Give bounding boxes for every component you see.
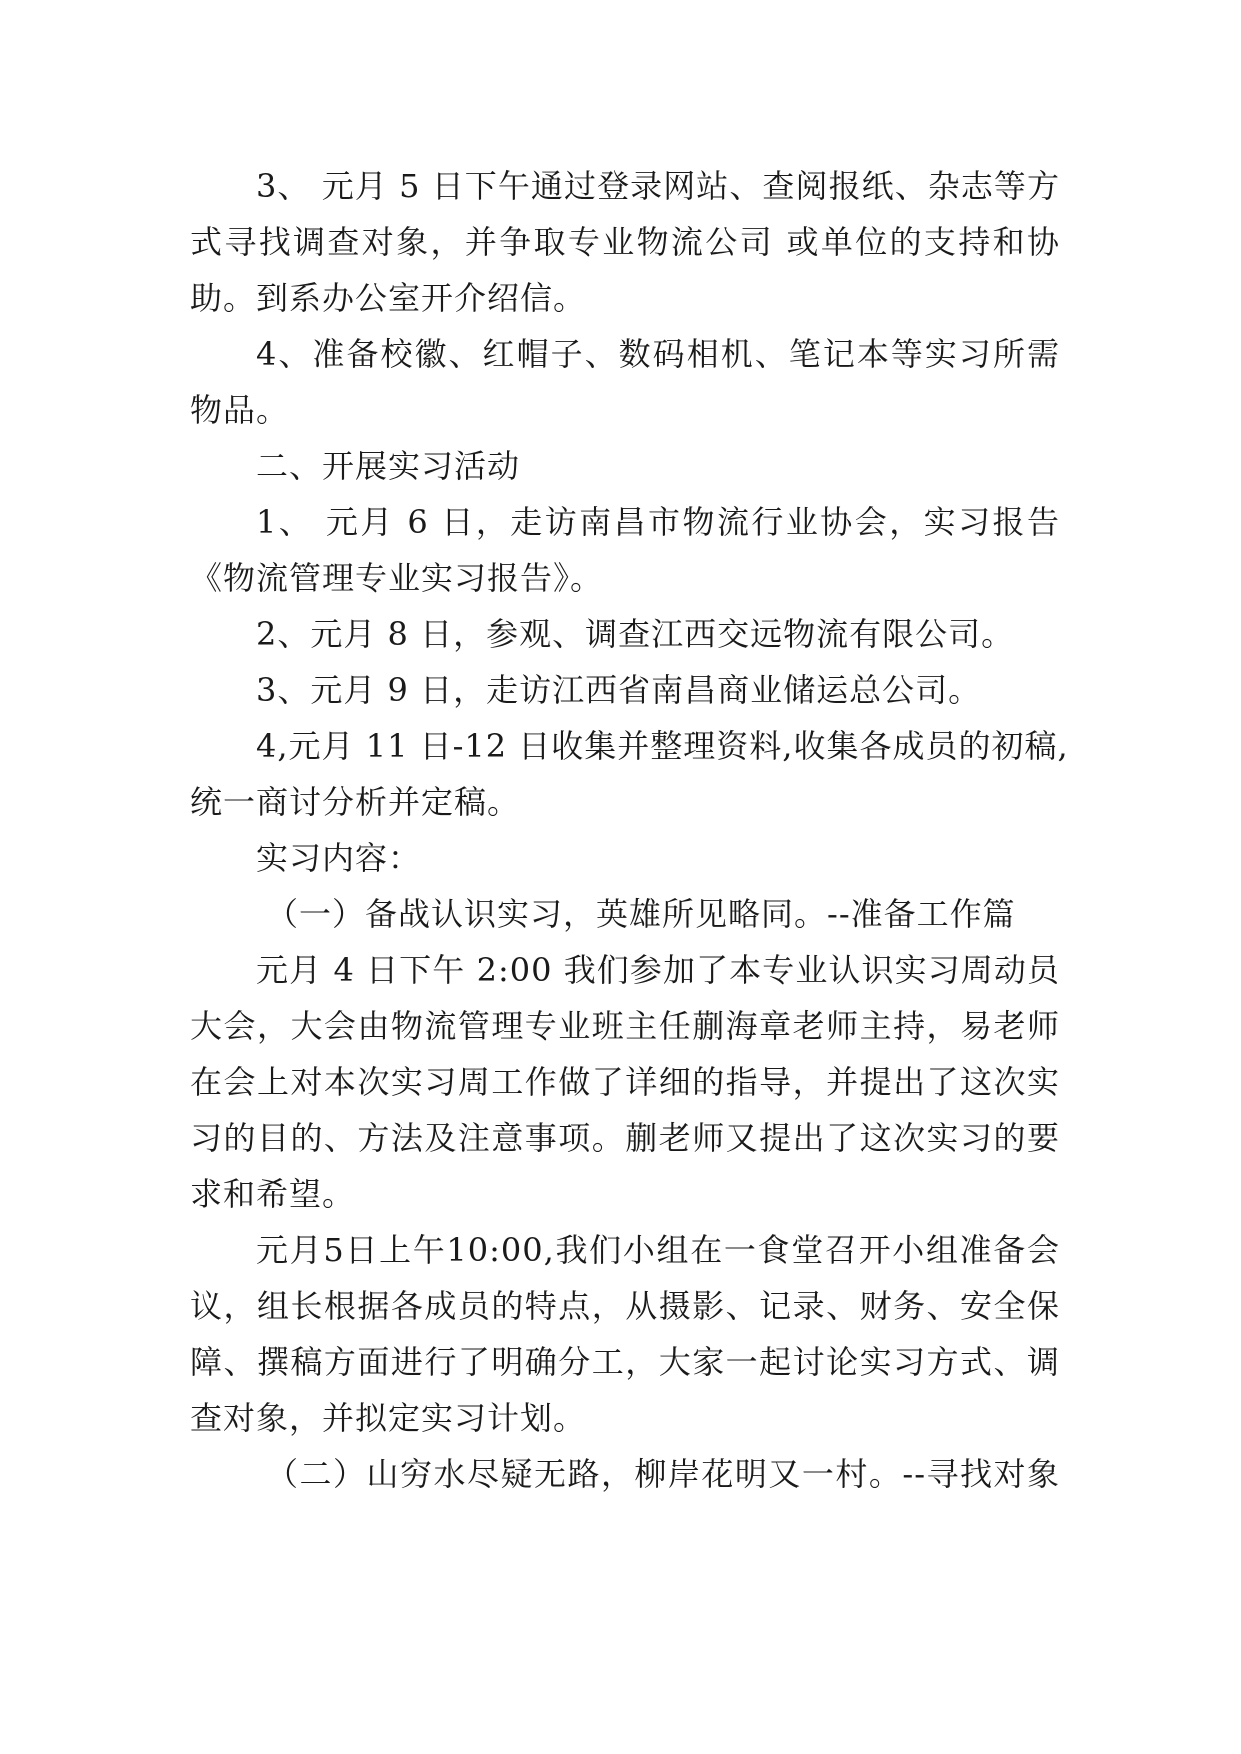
text-line: 助。到系办公室开介绍信。	[190, 279, 587, 317]
text-line: 统一商讨分析并定稿。	[190, 783, 521, 821]
text-line: 求和希望。	[190, 1175, 356, 1213]
text-line: 习的目的、方法及注意事项。蒯老师又提出了这次实习的要	[190, 1119, 1060, 1157]
text-line: 查对象，并拟定实习计划。	[190, 1399, 587, 1437]
text-line: 1、 元月 6 日，走访南昌市物流行业协会，实习报告	[256, 503, 1060, 541]
text-line: 4,元月 11 日-12 日收集并整理资料,收集各成员的初稿,	[256, 727, 1069, 765]
text-line: 《物流管理专业实习报告》。	[190, 559, 604, 597]
text-line: 4、准备校徽、红帽子、数码相机、笔记本等实习所需	[256, 335, 1060, 373]
text-line: 障、撰稿方面进行了明确分工，大家一起讨论实习方式、调	[190, 1343, 1060, 1381]
section-heading: 二、开展实习活动	[256, 447, 521, 485]
text-line: 元月 4 日下午 2:00 我们参加了本专业认识实习周动员	[256, 951, 1060, 989]
text-line: 3、元月 9 日，走访江西省南昌商业储运总公司。	[256, 671, 982, 709]
text-line: 3、 元月 5 日下午通过登录网站、查阅报纸、杂志等方	[256, 167, 1060, 205]
text-line: 式寻找调查对象，并争取专业物流公司 或单位的支持和协	[190, 223, 1060, 261]
section-heading: 实习内容：	[256, 839, 422, 877]
text-line: 元月5日上午10:00,我们小组在一食堂召开小组准备会	[256, 1231, 1060, 1269]
text-line: 大会，大会由物流管理专业班主任蒯海章老师主持，易老师	[190, 1007, 1060, 1045]
text-line: 物品。	[190, 391, 290, 429]
text-line: 议，组长根据各成员的特点，从摄影、记录、财务、安全保	[190, 1287, 1060, 1325]
text-line: 2、元月 8 日，参观、调查江西交远物流有限公司。	[256, 615, 1015, 653]
subsection-heading: （一）备战认识实习，英雄所见略同。--准备工作篇	[266, 895, 1016, 933]
subsection-heading: （二）山穷水尽疑无路，柳岸花明又一村。--寻找对象	[266, 1455, 1060, 1493]
text-line: 在会上对本次实习周工作做了详细的指导，并提出了这次实	[190, 1063, 1060, 1101]
